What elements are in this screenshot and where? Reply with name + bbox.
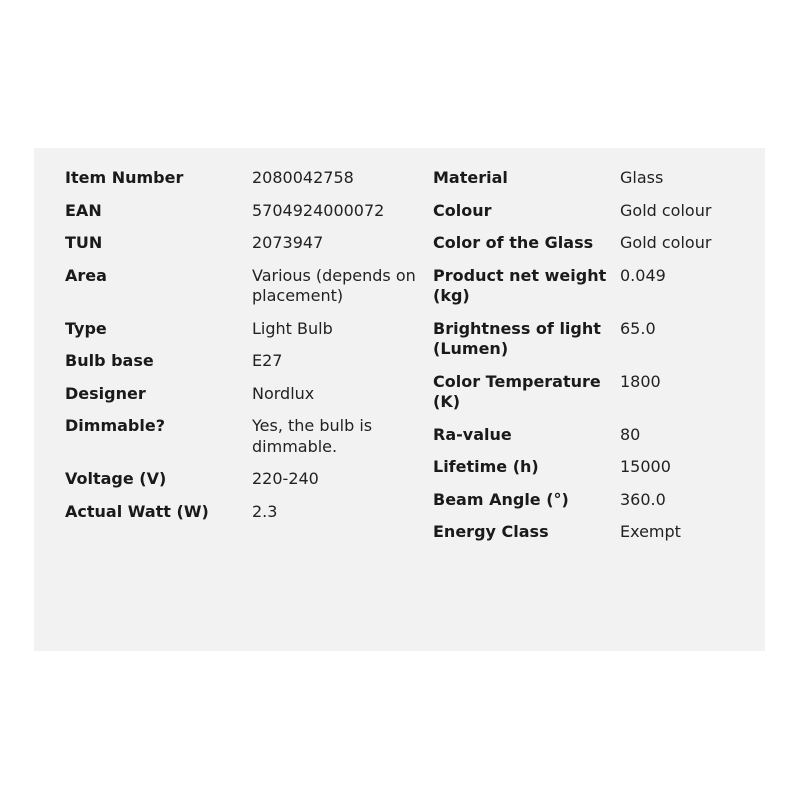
spec-row-material bbox=[433, 168, 750, 189]
spec-value: Light Bulb bbox=[252, 318, 333, 338]
spec-row-ra-value bbox=[433, 425, 750, 446]
spec-label: Colour bbox=[433, 200, 492, 220]
spec-row-actual-watt bbox=[65, 502, 422, 523]
spec-value: 80 bbox=[620, 424, 641, 444]
spec-row-colour bbox=[433, 201, 750, 222]
spec-row-color-temperature bbox=[433, 372, 750, 413]
spec-column-left bbox=[65, 168, 422, 534]
spec-row-tun bbox=[65, 233, 422, 254]
spec-label: Item Number bbox=[65, 168, 184, 187]
spec-label: Color Temperature (K) bbox=[433, 371, 601, 411]
spec-value: 220-240 bbox=[252, 469, 319, 488]
spec-label: Actual Watt (W) bbox=[65, 501, 209, 521]
spec-value: Various (depends on placement) bbox=[252, 265, 416, 305]
spec-label: Type bbox=[65, 318, 107, 338]
spec-label: Beam Angle (°) bbox=[433, 489, 569, 509]
spec-value: Yes, the bulb is dimmable. bbox=[252, 416, 373, 456]
spec-row-ean bbox=[65, 201, 422, 222]
spec-label: EAN bbox=[65, 200, 102, 220]
spec-row-brightness bbox=[433, 319, 750, 360]
spec-value: 0.049 bbox=[620, 265, 666, 285]
spec-label: Brightness of light (Lumen) bbox=[433, 318, 601, 358]
spec-label: Material bbox=[433, 168, 508, 187]
spec-value: Exempt bbox=[620, 522, 681, 541]
spec-row-item-number bbox=[65, 168, 422, 189]
spec-label: TUN bbox=[65, 233, 103, 252]
spec-row-designer bbox=[65, 384, 422, 405]
spec-value: 15000 bbox=[620, 457, 671, 476]
spec-label: Area bbox=[65, 265, 107, 285]
spec-label: Product net weight (kg) bbox=[433, 265, 607, 305]
spec-row-net-weight bbox=[433, 266, 750, 307]
spec-row-lifetime bbox=[433, 457, 750, 478]
spec-value: 360.0 bbox=[620, 489, 666, 509]
spec-value: 2.3 bbox=[252, 501, 278, 521]
spec-row-glass-color bbox=[433, 233, 750, 254]
spec-value: 2073947 bbox=[252, 233, 324, 252]
spec-label: Color of the Glass bbox=[433, 233, 594, 252]
spec-label: Designer bbox=[65, 383, 146, 403]
spec-row-beam-angle bbox=[433, 490, 750, 511]
spec-value: E27 bbox=[252, 351, 283, 370]
spec-row-type bbox=[65, 319, 422, 340]
spec-value: Gold colour bbox=[620, 200, 712, 220]
spec-label: Voltage (V) bbox=[65, 469, 167, 488]
spec-row-area bbox=[65, 266, 422, 307]
spec-label: Dimmable? bbox=[65, 416, 165, 435]
spec-label: Bulb base bbox=[65, 351, 154, 370]
spec-column-right bbox=[433, 168, 750, 555]
spec-value: Gold colour bbox=[620, 233, 712, 252]
spec-value: 1800 bbox=[620, 371, 661, 391]
spec-label: Energy Class bbox=[433, 522, 549, 541]
spec-row-dimmable bbox=[65, 416, 422, 457]
spec-value: 65.0 bbox=[620, 318, 656, 338]
spec-panel bbox=[34, 148, 765, 651]
spec-row-bulb-base bbox=[65, 351, 422, 372]
spec-label: Lifetime (h) bbox=[433, 457, 539, 476]
spec-row-energy-class bbox=[433, 522, 750, 543]
spec-label: Ra-value bbox=[433, 424, 512, 444]
spec-row-voltage bbox=[65, 469, 422, 490]
spec-value: Glass bbox=[620, 168, 664, 187]
spec-value: Nordlux bbox=[252, 383, 315, 403]
spec-value: 2080042758 bbox=[252, 168, 354, 187]
spec-value: 5704924000072 bbox=[252, 200, 385, 220]
